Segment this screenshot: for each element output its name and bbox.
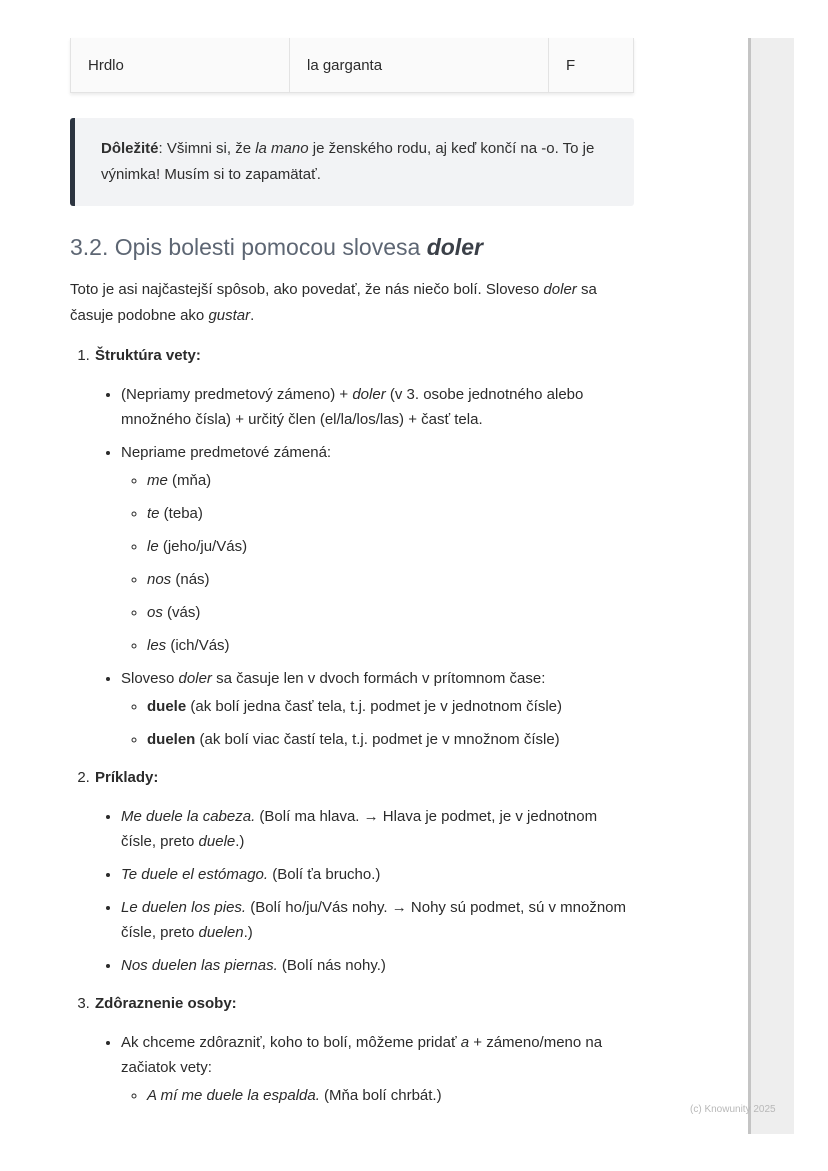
callout-label: Dôležité — [101, 140, 159, 157]
important-callout: Dôležité: Všimni si, že la mano je ženského rodu, aj keď končí na -o. To je výnimka! Musím si to zapamätať. — [70, 118, 634, 206]
form-item: ◦ duele (ak bolí jedna časť tela, t.j. podmet je v jednotnom čísle) — [147, 694, 634, 719]
form-item: ◦ duelen (ak bolí viac častí tela, t.j. podmet je v množnom čísle) — [147, 727, 634, 752]
example-item: • Me duele la cabeza. (Bolí ma hlava. → Hlava je podmet, je v jednotnom čísle, preto duele.) — [121, 804, 634, 854]
document-content — [70, 38, 634, 1108]
table-cell-slovak: Hrdlo — [88, 56, 124, 74]
vocab-table-row — [70, 38, 634, 93]
bullet-pronouns: • Nepriame predmetové zámená: ◦ me (mňa) ◦ te (teba) ◦ le (jeho/ju/Vás) ◦ nos (nás) ◦ os (vás) ◦ les (ich/Vás) — [121, 440, 634, 658]
table-cell-spanish: la garganta — [289, 38, 548, 92]
list-item-emphasis: 3. Zdôraznenie osoby: • Ak chceme zdôrazniť, koho to bolí, môžeme pridať a + zámeno/meno na začiatok vety: ◦ A mí me duele la espalda. (Mňa bolí chrbát.) — [94, 992, 634, 1108]
example-item: • Nos duelen las piernas. (Bolí nás nohy.) — [121, 953, 634, 978]
pronoun-item: ◦ nos (nás) — [147, 567, 634, 592]
bullet-conjugation: • Sloveso doler sa časuje len v dvoch formách v prítomnom čase: ◦ duele (ak bolí jedna časť tela, t.j. podmet je v jednotnom čísle) ◦ duelen (ak bolí viac častí tela, t.j. podmet je v množnom čísle) — [121, 666, 634, 752]
pronoun-item: ◦ me (mňa) — [147, 468, 634, 493]
numbered-list — [70, 344, 634, 1108]
side-panel — [748, 38, 794, 1134]
table-cell-gender: F — [548, 38, 633, 92]
list-item-structure: 1. Štruktúra vety: • (Nepriamy predmetový zámeno) + doler (v 3. osobe jednotného alebo množného čísla) + určitý člen (el/la/los/las) + časť tela. • Nepriame predmetové zámená: ◦ me (mňa) ◦ te (teba) ◦ le (jeho/ju/Vás) ◦ nos (nás) ◦ os (vás) ◦ les (ich/Vás) • Sloveso doler sa časuje len v dvoch formách v prítomnom čase: ◦ duele (ak bolí jedna časť tela, t.j. podmet je v jednotnom čísle) ◦ duelen (ak bolí viac častí tela, t.j. podmet je v množnom čísle) — [94, 344, 634, 752]
watermark: (c) Knowunity 2025 — [690, 1104, 776, 1115]
example-item: • Le duelen los pies. (Bolí ho/ju/Vás nohy. → Nohy sú podmet, sú v množnom čísle, preto duelen.) — [121, 895, 634, 945]
bullet-structure: • (Nepriamy predmetový zámeno) + doler (v 3. osobe jednotného alebo množného čísla) + určitý člen (el/la/los/las) + časť tela. — [121, 382, 634, 432]
bullet-emphasis: • Ak chceme zdôrazniť, koho to bolí, môžeme pridať a + zámeno/meno na začiatok vety: ◦ A mí me duele la espalda. (Mňa bolí chrbát.) — [121, 1030, 634, 1108]
emphasis-example: ◦ A mí me duele la espalda. (Mňa bolí chrbát.) — [147, 1083, 634, 1108]
pronoun-item: ◦ os (vás) — [147, 600, 634, 625]
section-intro: Toto je asi najčastejší spôsob, ako povedať, že nás niečo bolí. Sloveso doler sa časuje podobne ako gustar. — [70, 281, 597, 324]
example-item: • Te duele el estómago. (Bolí ťa brucho.) — [121, 862, 634, 887]
pronoun-item: ◦ te (teba) — [147, 501, 634, 526]
list-item-examples: 2. Príklady: • Me duele la cabeza. (Bolí ma hlava. → Hlava je podmet, je v jednotnom čísle, preto duele.) • Te duele el estómago. (Bolí ťa brucho.) • Le duelen los pies. (Bolí ho/ju/Vás nohy. → Nohy sú podmet, sú v množnom čísle, preto duelen.) • Nos duelen las piernas. (Bolí nás nohy.) — [94, 766, 634, 978]
pronoun-item: ◦ les (ich/Vás) — [147, 633, 634, 658]
pronoun-item: ◦ le (jeho/ju/Vás) — [147, 534, 634, 559]
section-heading: 3.2. Opis bolesti pomocou slovesa doler — [70, 234, 483, 260]
